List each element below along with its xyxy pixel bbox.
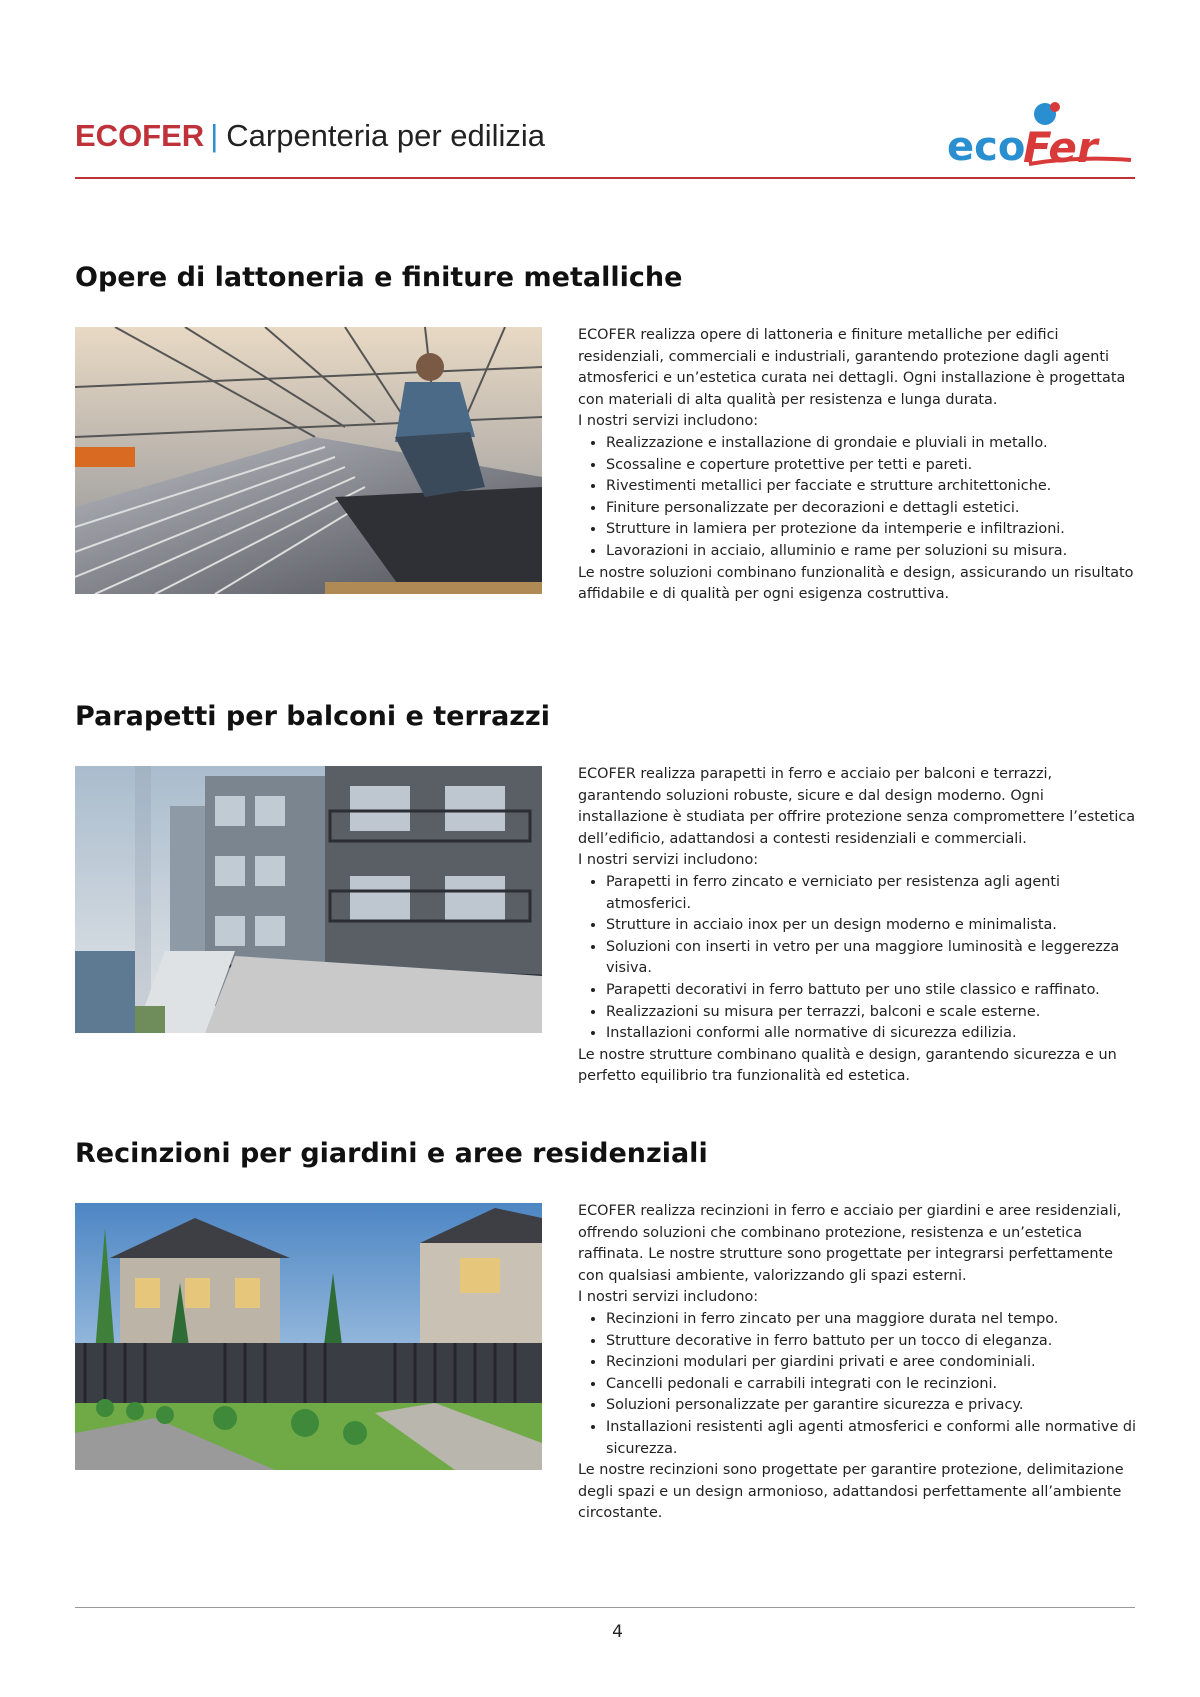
- section-text: [578, 764, 1138, 1088]
- list-item: • Installazioni resistenti agli agenti atmosferici e conformi alle normative di sicurezza.: [606, 1417, 1138, 1460]
- list-item: • Strutture in acciaio inox per un design moderno e minimalista.: [606, 915, 1138, 937]
- section-text: [578, 1201, 1138, 1525]
- services-label: I nostri servizi includono:: [578, 413, 759, 430]
- list-item: • Lavorazioni in acciaio, alluminio e rame per soluzioni su misura.: [606, 541, 1138, 563]
- header-divider: [75, 177, 1135, 179]
- metal-roofing-photo-icon: [75, 327, 542, 594]
- services-label: I nostri servizi includono:: [578, 852, 759, 869]
- section-intro: ECOFER realizza recinzioni in ferro e acciaio per giardini e aree residenziali, offrendo soluzioni che combinano protezione, resistenza e un’estetica raffinata. Le nostre strutture sono progettate per integrarsi perfettamente con qualsiasi ambiente, valorizzando gli spazi esterni.: [578, 1203, 1122, 1284]
- list-item: • Parapetti in ferro zincato e verniciato per resistenza agli agenti atmosferici.: [606, 872, 1138, 915]
- list-item: • Strutture decorative in ferro battuto per un tocco di eleganza.: [606, 1331, 1138, 1353]
- list-item: • Recinzioni modulari per giardini privati e aree condominiali.: [606, 1352, 1138, 1374]
- ecofer-logo-icon: [945, 100, 1135, 172]
- brand-name: ECOFER: [75, 118, 205, 153]
- header-title: [75, 116, 545, 156]
- services-list: [578, 433, 1138, 563]
- svg-text:eco: eco: [947, 124, 1026, 170]
- list-item: • Soluzioni con inserti in vetro per una maggiore luminosità e leggerezza visiva.: [606, 937, 1138, 980]
- list-item: • Installazioni conformi alle normative di sicurezza edilizia.: [606, 1023, 1138, 1045]
- footer-divider: [75, 1607, 1135, 1608]
- balcony-railings-photo-icon: [75, 766, 542, 1033]
- garden-fence-photo-icon: [75, 1203, 542, 1470]
- section-title: Recinzioni per giardini e aree residenziali: [75, 1138, 708, 1169]
- services-label: I nostri servizi includono:: [578, 1289, 759, 1306]
- list-item: • Rivestimenti metallici per facciate e strutture architettoniche.: [606, 476, 1138, 498]
- list-item: • Scossaline e coperture protettive per tetti e pareti.: [606, 455, 1138, 477]
- services-list: [578, 1309, 1138, 1460]
- section-closing: Le nostre recinzioni sono progettate per garantire protezione, delimitazione degli spazi e un design armonioso, adattandosi perfettamente all’ambiente circostante.: [578, 1462, 1124, 1522]
- list-item: • Recinzioni in ferro zincato per una maggiore durata nel tempo.: [606, 1309, 1138, 1331]
- list-item: • Realizzazioni su misura per terrazzi, balconi e scale esterne.: [606, 1002, 1138, 1024]
- page-number: 4: [612, 1622, 623, 1642]
- list-item: • Soluzioni personalizzate per garantire sicurezza e privacy.: [606, 1395, 1138, 1417]
- svg-text:Fer: Fer: [1023, 123, 1098, 172]
- section-intro: ECOFER realizza opere di lattoneria e finiture metalliche per edifici residenziali, commerciali e industriali, garantendo protezione dagli agenti atmosferici e un’estetica curata nei dettagli. Ogni installazione è progettata con materiali di alta qualità per resistenza e lunga durata.: [578, 327, 1126, 408]
- list-item: • Finiture personalizzate per decorazioni e dettagli estetici.: [606, 498, 1138, 520]
- section-text: [578, 325, 1138, 606]
- section-intro: ECOFER realizza parapetti in ferro e acciaio per balconi e terrazzi, garantendo soluzioni robuste, sicure e dal design moderno. Ogni installazione è studiata per offrire protezione senza compromettere l’estetica dell’edificio, adattandosi a contesti residenziali e commerciali.: [578, 766, 1136, 847]
- list-item: • Strutture in lamiera per protezione da intemperie e infiltrazioni.: [606, 519, 1138, 541]
- title-separator: |: [210, 118, 219, 153]
- section-title: Parapetti per balconi e terrazzi: [75, 701, 550, 732]
- section-closing: Le nostre soluzioni combinano funzionalità e design, assicurando un risultato affidabile e di qualità per ogni esigenza costruttiva.: [578, 564, 1134, 603]
- list-item: • Cancelli pedonali e carrabili integrati con le recinzioni.: [606, 1374, 1138, 1396]
- list-item: • Parapetti decorativi in ferro battuto per uno stile classico e raffinato.: [606, 980, 1138, 1002]
- header-subtitle: Carpenteria per edilizia: [226, 118, 546, 153]
- page-header: [75, 100, 1135, 178]
- services-list: [578, 872, 1138, 1045]
- section-closing: Le nostre strutture combinano qualità e design, garantendo sicurezza e un perfetto equilibrio tra funzionalità ed estetica.: [578, 1046, 1117, 1085]
- list-item: • Realizzazione e installazione di grondaie e pluviali in metallo.: [606, 433, 1138, 455]
- section-title: Opere di lattoneria e finiture metalliche: [75, 262, 683, 293]
